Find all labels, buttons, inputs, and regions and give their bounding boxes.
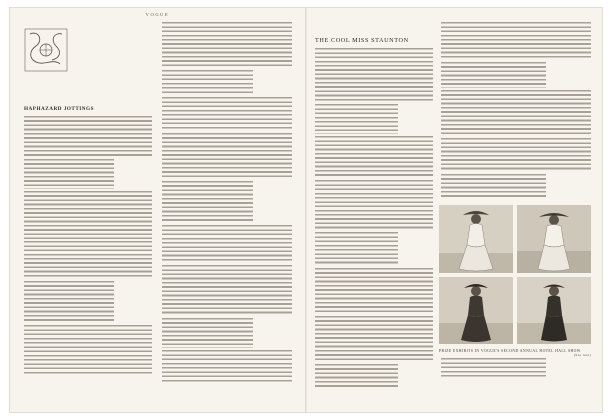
- fashion-photo-2: [517, 205, 591, 273]
- text-paragraph: [24, 325, 152, 375]
- text-paragraph: [315, 364, 433, 388]
- left-column-1: [24, 116, 152, 388]
- fashion-photo-4: [517, 277, 591, 344]
- section-title: HAPHAZARD JOTTINGS: [24, 106, 94, 112]
- text-paragraph: [162, 97, 292, 131]
- text-paragraph: [24, 281, 152, 323]
- caption-credit: (See text): [573, 353, 591, 357]
- text-paragraph: [24, 159, 152, 189]
- fashion-photo-3: [439, 277, 513, 344]
- text-paragraph: [441, 174, 591, 198]
- text-paragraph: [162, 265, 292, 316]
- text-paragraph: [441, 22, 591, 60]
- text-paragraph: [162, 181, 292, 223]
- text-paragraph: [315, 268, 433, 314]
- text-paragraph: [162, 22, 292, 68]
- caption-text: PRIZE EXHIBITS IN VOGUE'S SECOND ANNUAL HOTEL HALL SHOW: [439, 349, 581, 353]
- text-paragraph: [162, 350, 292, 384]
- right-column-1: [315, 48, 433, 388]
- text-paragraph: [315, 104, 433, 134]
- right-page: [307, 8, 602, 412]
- running-head: VOGUE: [145, 12, 170, 17]
- left-column-2: [162, 22, 292, 388]
- right-column-2: [441, 22, 591, 198]
- left-page: [10, 8, 305, 412]
- decorative-initial-ornament: [24, 28, 68, 72]
- text-paragraph: [162, 70, 292, 95]
- text-paragraph: [315, 48, 433, 102]
- text-paragraph: [24, 191, 152, 239]
- text-paragraph: [441, 62, 591, 88]
- text-paragraph: [315, 316, 433, 362]
- photo-caption: [439, 349, 591, 357]
- text-paragraph: [315, 136, 433, 178]
- woman-figure-image: [439, 205, 513, 273]
- text-paragraph: [162, 133, 292, 179]
- article-title: THE COOL MISS STAUNTON: [315, 37, 409, 44]
- photo-grid: [439, 205, 591, 344]
- woman-figure-image: [517, 277, 591, 344]
- text-paragraph: [315, 232, 433, 266]
- text-paragraph: [441, 90, 591, 136]
- magazine-spread: [10, 8, 602, 412]
- text-paragraph: [441, 358, 591, 378]
- text-paragraph: [315, 180, 433, 230]
- text-paragraph: [162, 318, 292, 348]
- text-paragraph: [24, 116, 152, 157]
- text-paragraph: [441, 138, 591, 172]
- woman-figure-image: [517, 205, 591, 273]
- woman-figure-image: [439, 277, 513, 344]
- fashion-photo-1: [439, 205, 513, 273]
- text-paragraph: [162, 225, 292, 263]
- right-column-2-continued: [441, 358, 591, 388]
- text-paragraph: [24, 241, 152, 279]
